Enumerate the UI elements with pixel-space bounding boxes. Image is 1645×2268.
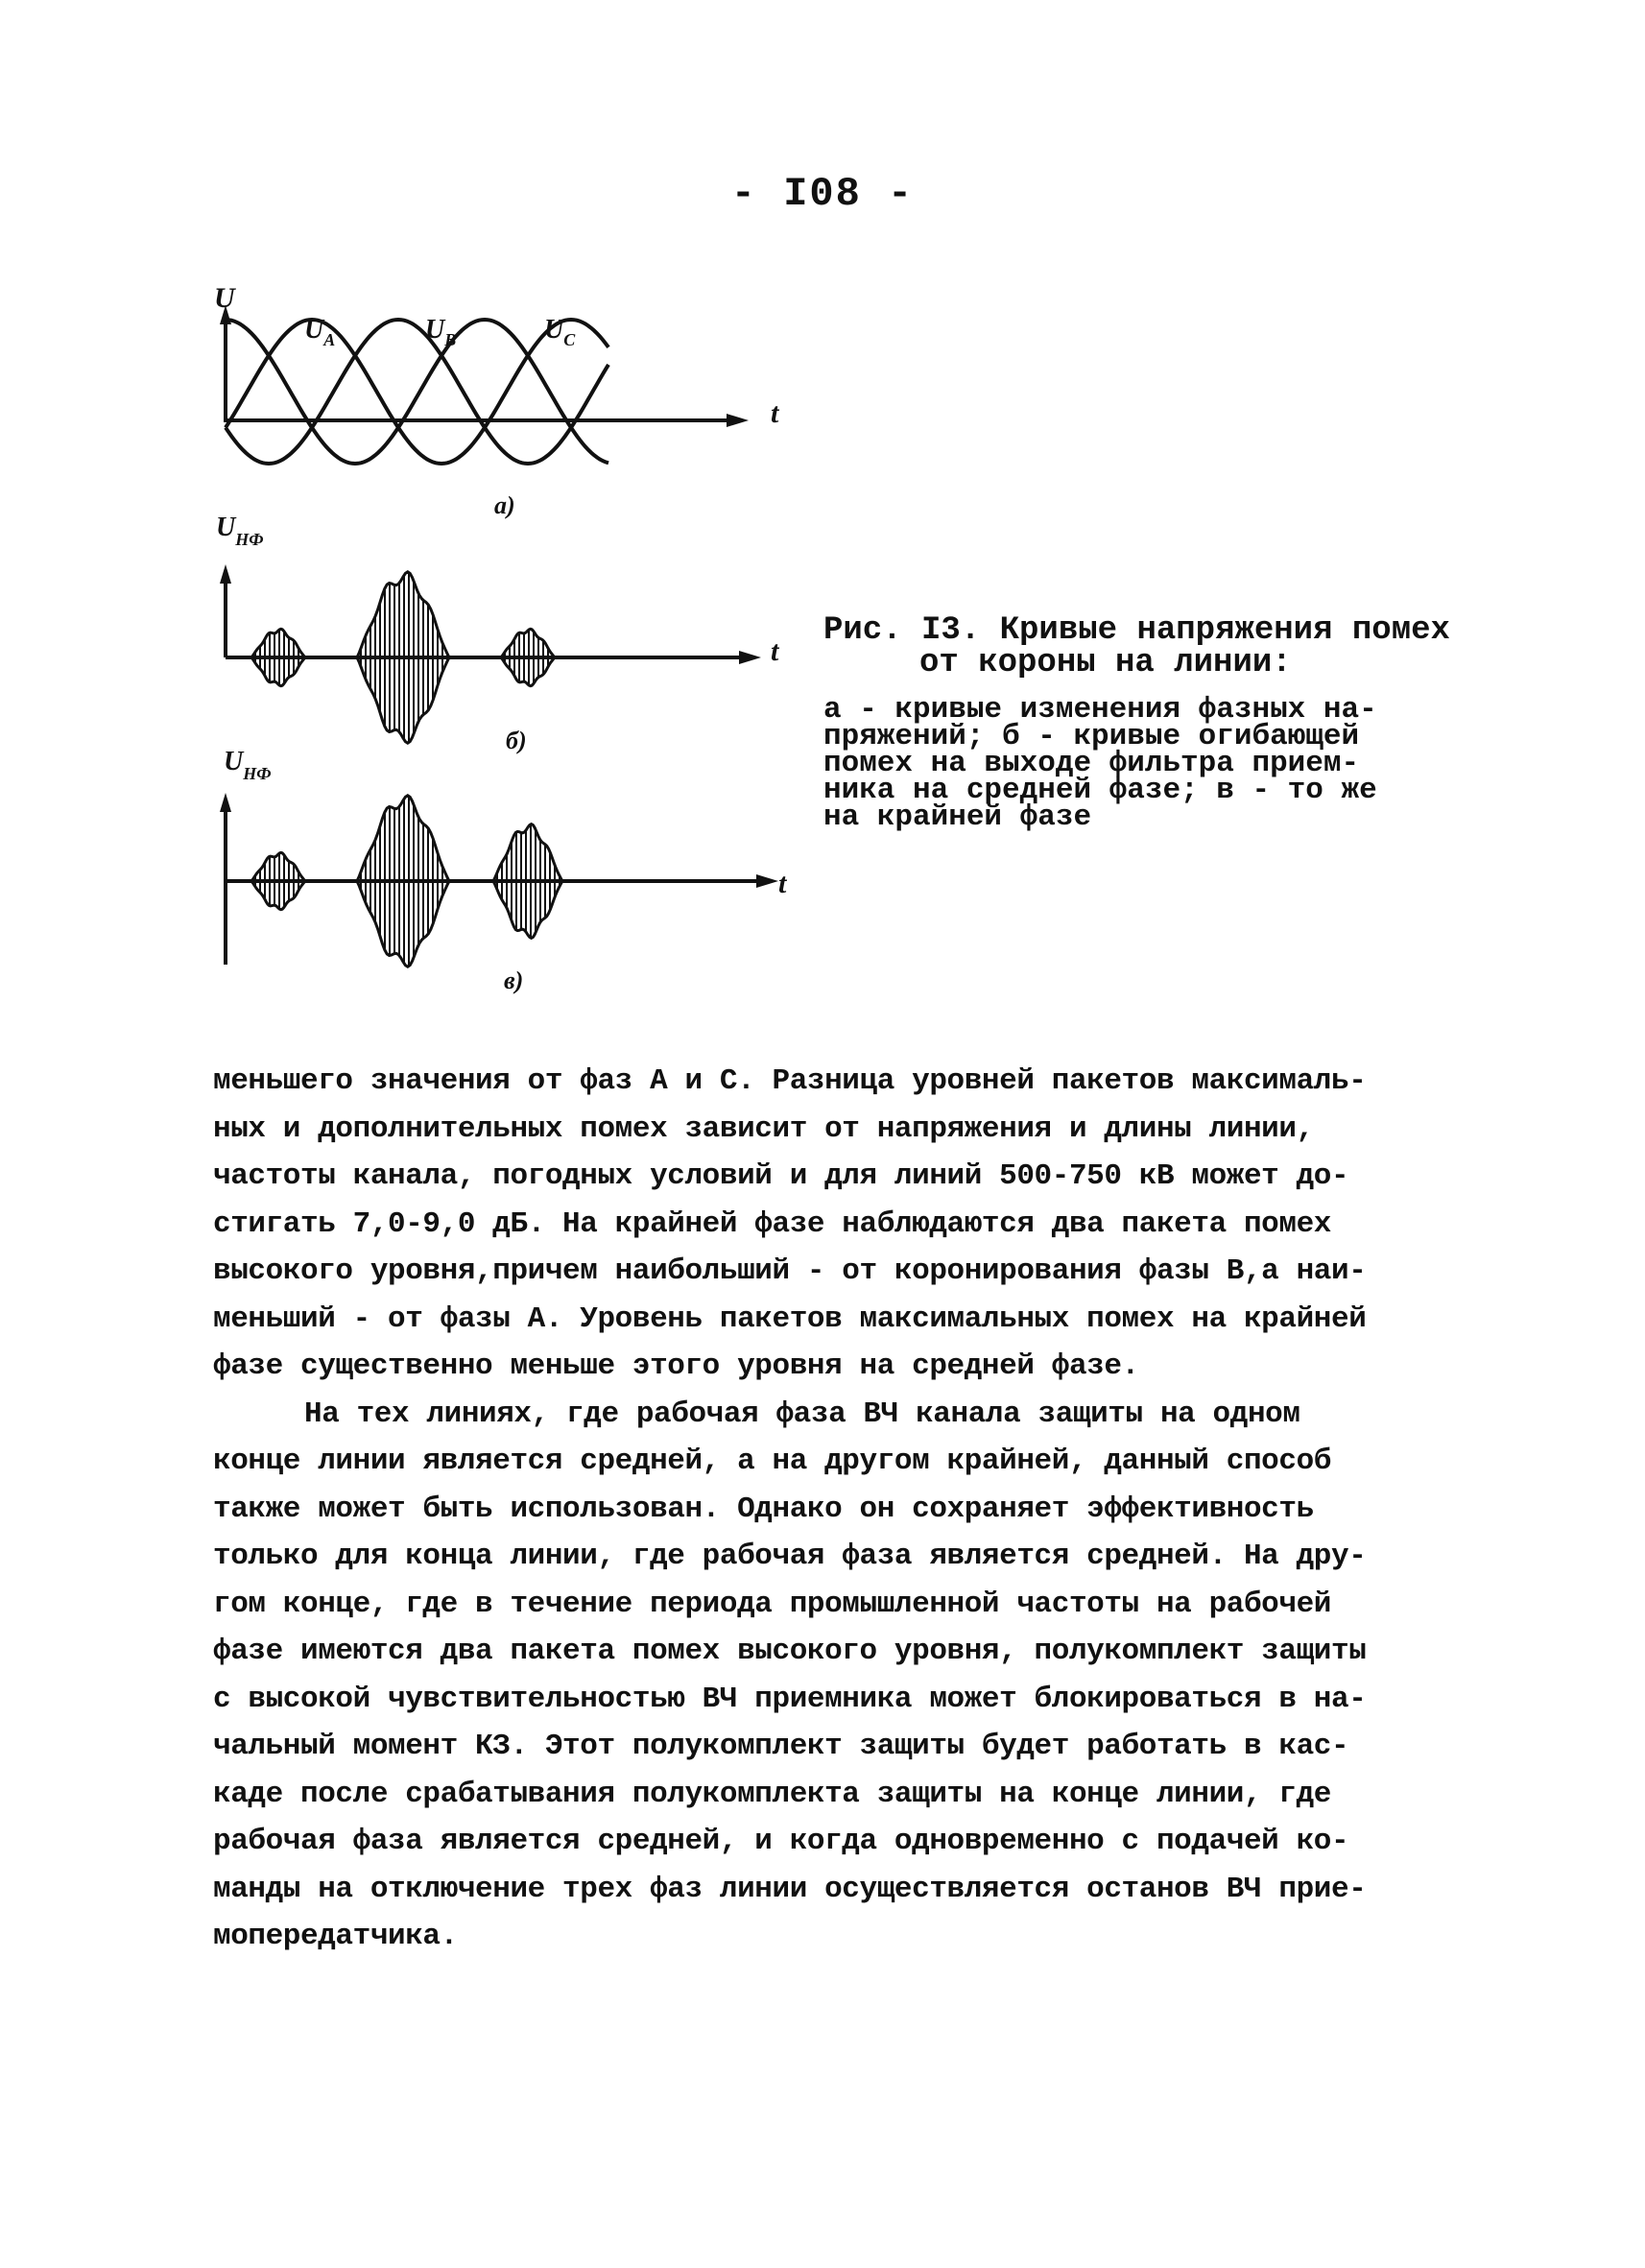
graph-b-y-arrow: [220, 564, 231, 584]
body-line: только для конца линии, где рабочая фаза является средней. На дру-: [213, 1540, 1367, 1573]
caption-title-line1: Рис. I3. Кривые напряжения помех: [823, 612, 1450, 649]
body-line: рабочая фаза является средней, и когда одновременно с подачей ко-: [213, 1825, 1349, 1858]
body-line: меньший - от фазы А. Уровень пакетов максимальных помех на крайней: [213, 1301, 1367, 1336]
body-line: ных и дополнительных помех зависит от напряжения и длины линии,: [213, 1111, 1314, 1146]
body-line: мопередатчика.: [213, 1920, 458, 1953]
graph-c-x-arrow: [756, 874, 778, 888]
graph-b: [216, 513, 780, 754]
graph-c: [220, 747, 788, 994]
body-line: манды на отключение трех фаз линии осуществляется останов ВЧ прие-: [213, 1872, 1367, 1906]
body-line: частоты канала, погодных условий и для линий 500-750 кВ может до-: [213, 1159, 1349, 1193]
caption-description: а - кривые изменения фазных на- пряжений; б - кривые огибающей помех на выходе фильтра прием- ника на средней фазе; в - то же на крайней фазе: [823, 693, 1377, 834]
body-line: высокого уровня,причем наибольший - от коронирования фазы В,а наи-: [213, 1254, 1367, 1288]
body-line: также может быть использован. Однако он сохраняет эффективность: [213, 1492, 1314, 1526]
curve-label-ub: $U_B$: [425, 315, 457, 349]
graph-c-y-arrow: [220, 793, 231, 812]
body-line: чальный момент КЗ. Этот полукомплект защиты будет работать в кас-: [213, 1730, 1349, 1763]
figure-caption: [823, 612, 1450, 834]
graph-b-axis-label: $U_{НФ}$: [216, 513, 264, 549]
figure-13: [197, 278, 821, 1008]
graph-a-sub-label: a): [494, 491, 515, 519]
page-number: - I08 -: [730, 171, 915, 217]
graph-a-axis-label: U: [214, 282, 235, 314]
graph-a-x-arrow: [727, 414, 749, 427]
graph-c-axis-label: $U_{НФ}$: [224, 747, 272, 783]
body-line: каде после срабатывания полукомплекта защиты на конце линии, где: [213, 1777, 1331, 1811]
curve-label-ua: $U_A$: [304, 315, 336, 349]
body-line: фазе существенно меньше этого уровня на средней фазе.: [213, 1349, 1139, 1383]
graph-b-x-arrow: [739, 651, 761, 664]
graph-c-time-label: t: [778, 868, 787, 899]
body-line: На тех линиях, где рабочая фаза ВЧ канала защиты на одном: [304, 1397, 1300, 1431]
graph-b-sub-label: б): [506, 727, 527, 754]
graph-b-time-label: t: [771, 635, 779, 667]
body-line: фазе имеются два пакета помех высокого уровня, полукомплект защиты: [213, 1635, 1367, 1668]
curve-label-uc: $U_C$: [544, 315, 576, 349]
body-text: [213, 1058, 1461, 1961]
body-line: конце линии является средней, а на другом крайней, данный способ: [213, 1444, 1331, 1478]
figure-svg: [197, 278, 821, 1008]
caption-title-line2: от короны на линии:: [919, 645, 1292, 681]
graph-c-sub-label: в): [504, 967, 524, 994]
graph-a: [214, 282, 780, 519]
graph-a-time-label: t: [771, 397, 779, 429]
body-line: гом конце, где в течение периода промышленной частоты на рабочей: [213, 1587, 1331, 1621]
body-line: меньшего значения от фаз А и С. Разница уровней пакетов максималь-: [213, 1064, 1367, 1098]
body-line: с высокой чувствительностью ВЧ приемника может блокироваться в на-: [213, 1682, 1367, 1716]
body-line: стигать 7,0-9,0 дБ. На крайней фазе наблюдаются два пакета помех: [213, 1206, 1331, 1241]
